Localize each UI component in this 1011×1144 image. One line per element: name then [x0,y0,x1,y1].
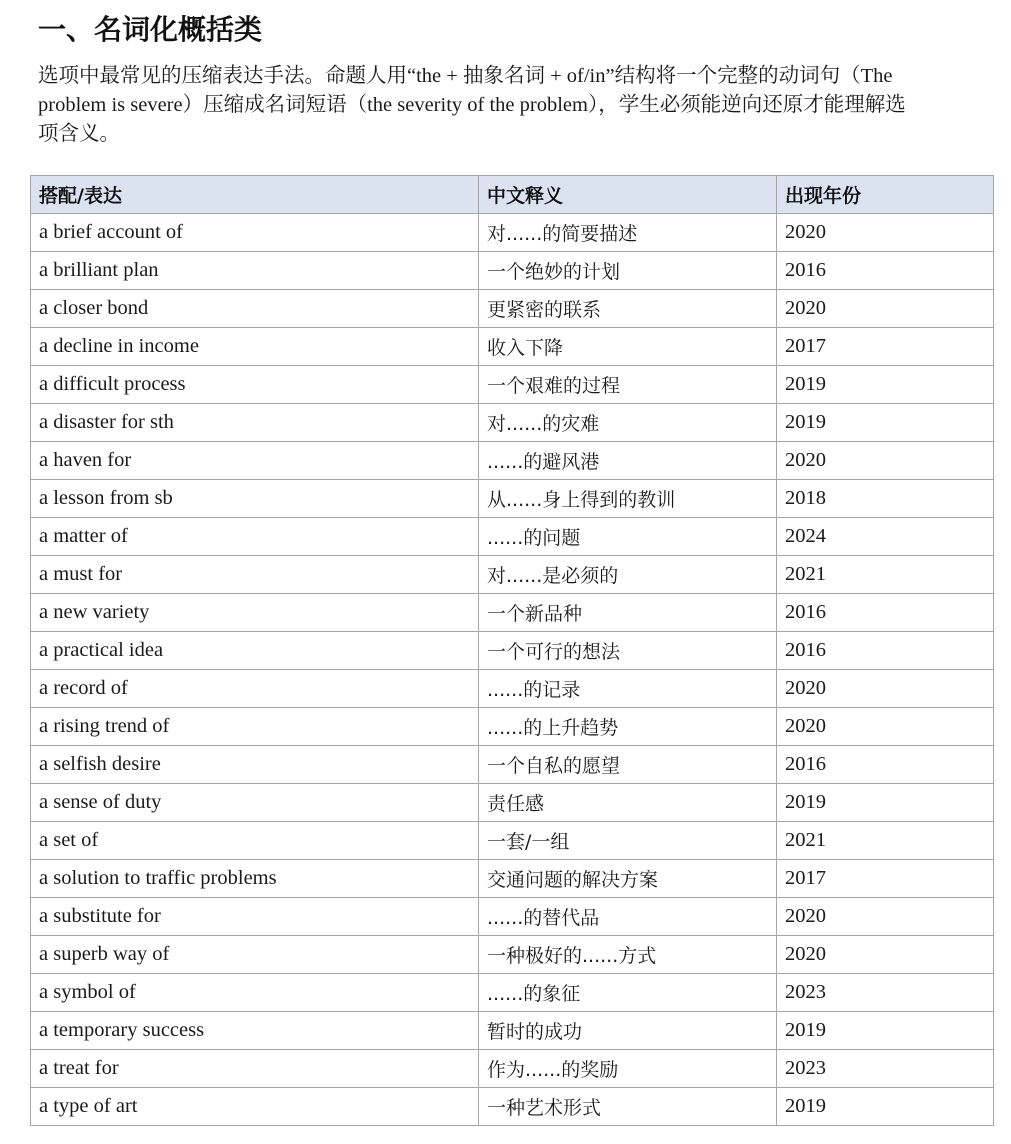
phrase-cell: a brief account of [31,214,479,252]
phrase-cell: a superb way of [31,936,479,974]
table-row [31,898,994,936]
year-cell: 2016 [777,746,994,784]
table-row [31,404,994,442]
year-cell: 2016 [777,252,994,290]
phrase-cell: a closer bond [31,290,479,328]
table-row [31,632,994,670]
meaning-cell: 暂时的成功 [479,1012,777,1050]
phrase-cell: a sense of duty [31,784,479,822]
year-cell: 2016 [777,594,994,632]
table-row [31,708,994,746]
table-row [31,1088,994,1126]
meaning-cell: 从......身上得到的教训 [479,480,777,518]
phrase-cell: a lesson from sb [31,480,479,518]
year-cell: 2017 [777,860,994,898]
year-cell: 2019 [777,366,994,404]
column-header-year: 出现年份 [777,176,994,214]
phrase-cell: a type of art [31,1088,479,1126]
meaning-cell: 一个自私的愿望 [479,746,777,784]
phrase-cell: a decline in income [31,328,479,366]
table-row [31,328,994,366]
phrase-cell: a rising trend of [31,708,479,746]
phrase-cell: a treat for [31,1050,479,1088]
intro-line: 项含义。 [38,123,120,145]
year-cell: 2023 [777,1050,994,1088]
meaning-cell: 更紧密的联系 [479,290,777,328]
meaning-cell: ......的问题 [479,518,777,556]
column-header-phrase: 搭配/表达 [31,176,479,214]
year-cell: 2020 [777,936,994,974]
meaning-cell: 责任感 [479,784,777,822]
year-cell: 2024 [777,518,994,556]
section-heading: 一、名词化概括类 [38,13,263,46]
year-cell: 2021 [777,556,994,594]
meaning-cell: 作为......的奖励 [479,1050,777,1088]
table-row [31,746,994,784]
meaning-cell: 一个绝妙的计划 [479,252,777,290]
year-cell: 2019 [777,1012,994,1050]
table-row [31,480,994,518]
phrase-cell: a temporary success [31,1012,479,1050]
meaning-cell: ......的上升趋势 [479,708,777,746]
intro-line: 选项中最常见的压缩表达手法。命题人用“the + 抽象名词 + of/in”结构将一个完整的动词句（The [38,65,893,87]
meaning-cell: 对......的简要描述 [479,214,777,252]
phrase-cell: a brilliant plan [31,252,479,290]
meaning-cell: 一个新品种 [479,594,777,632]
meaning-cell: ......的避风港 [479,442,777,480]
table-row [31,822,994,860]
table-row [31,670,994,708]
column-header-meaning: 中文释义 [479,176,777,214]
year-cell: 2023 [777,974,994,1012]
table-row [31,974,994,1012]
phrase-cell: a record of [31,670,479,708]
table-row [31,214,994,252]
phrase-cell: a disaster for sth [31,404,479,442]
phrase-cell: a new variety [31,594,479,632]
meaning-cell: 一种艺术形式 [479,1088,777,1126]
meaning-cell: 一套/一组 [479,822,777,860]
intro-paragraph [38,62,1001,149]
table-row [31,442,994,480]
year-cell: 2019 [777,404,994,442]
year-cell: 2018 [777,480,994,518]
year-cell: 2017 [777,328,994,366]
meaning-cell: ......的记录 [479,670,777,708]
intro-line: problem is severe）压缩成名词短语（the severity of the problem），学生必须能逆向还原才能理解选 [38,94,906,116]
meaning-cell: ......的象征 [479,974,777,1012]
table-header-row [31,176,994,214]
table-row [31,518,994,556]
phrase-cell: a practical idea [31,632,479,670]
table-row [31,936,994,974]
meaning-cell: 收入下降 [479,328,777,366]
year-cell: 2021 [777,822,994,860]
phrase-cell: a solution to traffic problems [31,860,479,898]
year-cell: 2020 [777,670,994,708]
phrase-cell: a difficult process [31,366,479,404]
phrase-cell: a substitute for [31,898,479,936]
table-row [31,556,994,594]
phrase-cell: a set of [31,822,479,860]
year-cell: 2019 [777,784,994,822]
year-cell: 2020 [777,442,994,480]
year-cell: 2020 [777,898,994,936]
meaning-cell: 对......是必须的 [479,556,777,594]
year-cell: 2020 [777,214,994,252]
table-row [31,252,994,290]
meaning-cell: ......的替代品 [479,898,777,936]
year-cell: 2016 [777,632,994,670]
meaning-cell: 对......的灾难 [479,404,777,442]
phrase-cell: a must for [31,556,479,594]
table-row [31,1050,994,1088]
table-row [31,366,994,404]
meaning-cell: 一种极好的......方式 [479,936,777,974]
table-row [31,290,994,328]
table-row [31,594,994,632]
year-cell: 2020 [777,290,994,328]
year-cell: 2019 [777,1088,994,1126]
vocabulary-table [30,175,994,1126]
phrase-cell: a haven for [31,442,479,480]
meaning-cell: 一个可行的想法 [479,632,777,670]
phrase-cell: a symbol of [31,974,479,1012]
meaning-cell: 一个艰难的过程 [479,366,777,404]
table-row [31,1012,994,1050]
meaning-cell: 交通问题的解决方案 [479,860,777,898]
year-cell: 2020 [777,708,994,746]
table-row [31,860,994,898]
table-row [31,784,994,822]
phrase-cell: a matter of [31,518,479,556]
phrase-cell: a selfish desire [31,746,479,784]
